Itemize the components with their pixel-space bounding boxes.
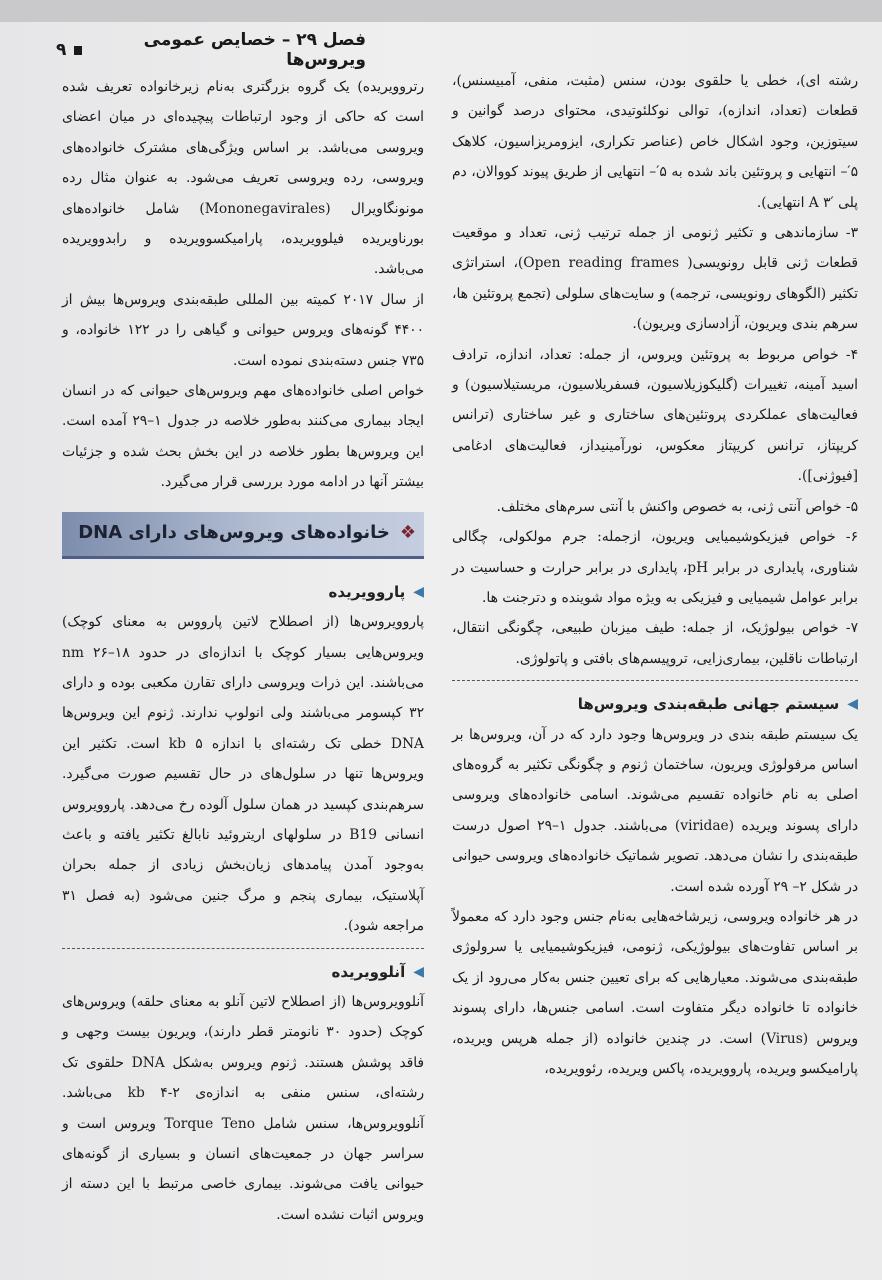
paragraph: ۳- سازماندهی و تکثیر ژنومی از جمله ترتیب ژنی، تعداد و موقعیت قطعات ژنی قابل رونویسی( Open reading frames)، استراتژی تکثیر (الگوهای رونویسی، ترجمه) و سایت‌های سلولی (تجمع پروتئین ها، سرهم بندی ویریون، آزادسازی ویریون). [452, 225, 858, 333]
section-heading-text: آنلوویریده [331, 962, 406, 981]
section-heading-text: پاروویریده [328, 582, 406, 601]
section-heading-text: سیستم جهانی طبقه‌بندی ویروس‌ها [577, 695, 840, 714]
paragraph: در هر خانواده ویروسی، زیرشاخه‌هایی به‌نام جنس وجود دارد که معمولاً بر اساس تفاوت‌های بیولوژیکی، ژنومی، فیزیکوشیمیایی یا سرولوژی طبقه‌بندی می‌شوند. معیارهایی که برای تعیین جنس به‌کار می‌رود از یک خانواده تا خانواده دیگر متفاوت است. اسامی جنس‌ها، دارای پسوند ویروس (Virus) است. در چندین خانواده (از جمله هرپس ویریده، پارامیکسو ویریده، پاروویریده، پاکس ویریده، رئوویریده، [452, 908, 859, 1077]
paragraph: یک سیستم طبقه بندی در ویروس‌ها وجود دارد که در آن، ویروس‌ها بر اساس مرفولوژی ویریون، ساختمان ژنوم و چگونگی تکثیر به گروه‌های اصلی به نام خانواده تقسیم می‌شوند. اسامی خانواده‌های ویروسی دارای پسوند ویریده (viridae) می‌باشند. جدول ۱–۲۹ اصول درست طبقه‌بندی را نشان می‌دهد. تصویر شماتیک خانواده‌های ویروسی حیوانی در شکل ۲– ۲۹ آورده شده است. [452, 726, 858, 895]
paragraph: ۶- خواص فیزیکوشیمیایی ویریون، ازجمله: جرم مولکولی، چگالی شناوری، پایداری در برابر pH، پایداری در برابر حرارت و حساسیت در برابر عوامل شیمیایی و فیزیکی به ویژه مواد شوینده و دترجنت ها. [452, 529, 858, 606]
left-column [62, 72, 424, 1230]
triangle-bullet-icon: ◀ [413, 583, 424, 600]
paragraph: پاروویروس‌ها (از اصطلاح لاتین پارووس به معنای کوچک) ویروس‌هایی بسیار کوچک با اندازه‌ای در حدود ۱۸–۲۶ nm می‌باشند. این ذرات ویروسی دارای تقارن مکعبی بوده و دارای ۳۲ کپسومر می‌باشند ولی انولوپ ندارند. ژنوم این ویروس‌ها DNA خطی تک رشته‌ای با اندازه ۵ kb است. تکثیر این ویروس‌ها تنها در سلول‌های در حال تقسیم صورت می‌گیرد. سرهم‌بندی کپسید در همان سلول آلوده رخ می‌دهد. پاروویروس انسانی B19 در سلولهای اریتروئید نابالغ تکثیر یافته و باعث به‌وجود آمدن پیامدهای زیان‌بخش زیادی از جمله بحران آپلاستیک، بیماری پنجم و مرگ جنین می‌شود (به فصل ۳۱ مراجعه شود). [62, 614, 424, 935]
paragraph: رتروویریده) یک گروه بزرگتری به‌نام زیرخانواده تعریف شده است که حاکی از وجود ارتباطات پیچیده‌ای در میان اعضای ویروسی می‌باشد. بر اساس ویژگی‌های مشترک خانواده‌های ویروسی، رده ویروسی تعریف می‌شود. به عنوان مثال رده مونونگاویرال (Mononegavirales) شامل خانواده‌های بورناویریده فیلوویریده، پارامیکسوویریده و رابدوویریده می‌باشد. [62, 79, 424, 278]
section-heading-parvoviridae [62, 577, 424, 607]
section-heading-anelloviridae [62, 948, 424, 987]
paragraph: ۷- خواص بیولوژیک، از جمله: طیف میزبان طبیعی، چگونگی انتقال، ارتباطات ناقلین، بیماری‌زایی، تروپیسم‌های بافتی و پاتولوژی. [452, 620, 858, 667]
page-number: ۹ [56, 40, 67, 60]
diamond-ornament-icon: ❖ [399, 522, 416, 544]
paragraph: خواص اصلی خانواده‌های مهم ویروس‌های حیوانی که در انسان ایجاد بیماری می‌کنند به‌طور خلاصه در جدول ۱–۲۹ آمده است. این ویروس‌ها بطور خلاصه در این بخش بحث شده و جزئیات بیشتر آنها در ادامه مورد بررسی قرار می‌گیرد. [62, 383, 424, 491]
paragraph: ۴- خواص مربوط به پروتئین ویروس، از جمله: تعداد، اندازه، ترادف اسید آمینه، تغییرات (گلیکوزیلاسیون، فسفریلاسیون، مریستیلاسیون) و فعالیت‌های عملکردی پروتئین‌های ساختاری و غیر ساختاری (ترانس کریپتاز، ترانس کریپتاز معکوس، نورآمینیداز، فعالیت‌های ادغامی [فیوژنی]). [452, 346, 858, 485]
chapter-title: فصل ۲۹ – خصایص عمومی ویروس‌ها [143, 30, 366, 70]
paragraph: رشته ای)، خطی یا حلقوی بودن، سنس (مثبت، منفی، آمبیسنس)، قطعات (تعداد، اندازه)، توالی نوکلئوتیدی، محتوای درصد گوانین و سیتوزین، وجود اشکال خاص (عناصر تکراری، ایزومریزاسیون، کلاهک ۵′– انتهایی و پروتئین باند شده به ۵′– انتهایی از طریق پیوند کووالان، دم پلی A ۳′ انتهایی). [452, 73, 858, 211]
paragraph: آنلوویروس‌ها (از اصطلاح لاتین آنلو به معنای حلقه) ویروس‌های کوچک (حدود ۳۰ نانومتر قطر دارند)، ویریون بیست وجهی و فاقد پوشش هستند. ژنوم ویروس به‌شکل DNA حلقوی تک رشته‌ای، سنس منفی به اندازه‌ی ۲-۴ kb می‌باشد. آنلوویروس‌ها، سنس شامل Torque Teno ویروس است و سراسر جهان در جمعیت‌های انسان و بسیاری از گونه‌های حیوانی یافت می‌شوند. بیماری خاصی مرتبط با این دسته از ویروس اثبات نشده است. [62, 993, 425, 1223]
separator-square [74, 46, 82, 55]
running-header [56, 30, 366, 70]
chapter-section-band [62, 512, 424, 559]
band-heading-text: خانواده‌های ویروس‌های دارای DNA [78, 522, 390, 544]
page-top-edge [0, 0, 882, 22]
triangle-bullet-icon: ◀ [413, 963, 424, 980]
paragraph: ۵- خواص آنتی ژنی، به خصوص واکنش با آنتی سرم‌های مختلف. [496, 498, 858, 515]
right-column [452, 66, 858, 1084]
triangle-bullet-icon: ◀ [847, 696, 858, 713]
paragraph: از سال ۲۰۱۷ کمیته بین المللی طبقه‌بندی ویروس‌ها بیش از ۴۴۰۰ گونه‌های ویروس حیوانی و گیاهی را در ۱۲۲ خانواده، و ۷۳۵ جنس دسته‌بندی نموده است. [62, 291, 425, 369]
section-heading-classification [452, 680, 858, 719]
